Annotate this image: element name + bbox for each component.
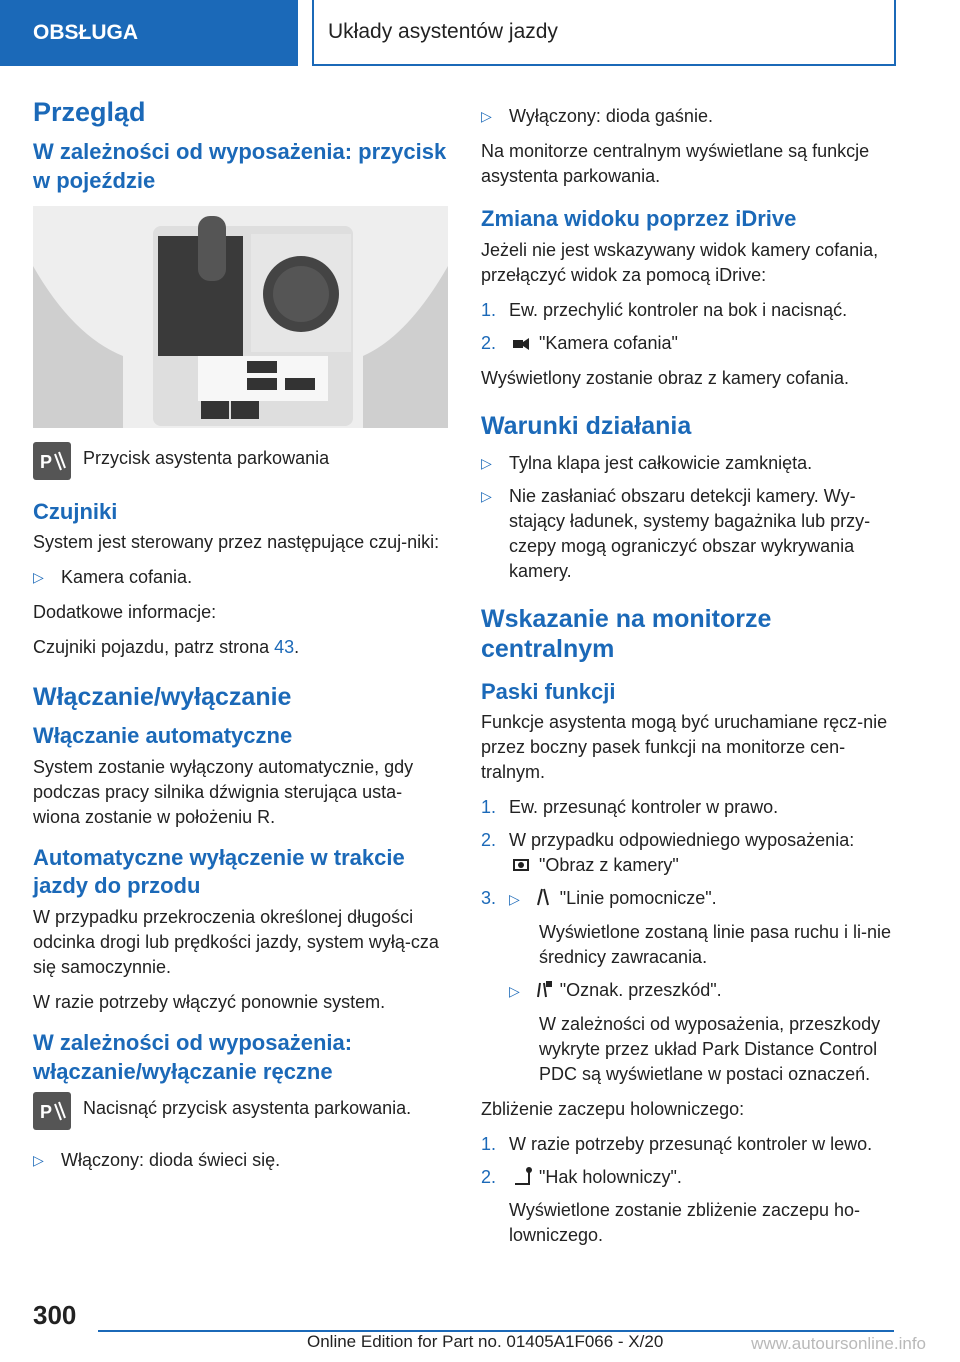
parking-assistant-icon (33, 1092, 71, 1130)
idrive-steps (481, 298, 901, 356)
overview-heading: Przegląd (33, 97, 146, 127)
list-item: ▷ Włączony: dioda świeci się. (33, 1148, 448, 1173)
list-item: 3. ▷ "Linie pomocnicze". Wyświetlone zostaną linie pasa ruchu i li-nie średnicy zawracania. ▷ "Oznak. przeszkód". W zależności od wyposażenia, przeszkody wykryte przez układ Park Distance Control PDC są wyświetlane w postaci oznaczeń. (481, 886, 901, 1087)
list-item: ▷ Kamera cofania. (33, 565, 448, 590)
parking-button-caption-row (33, 442, 448, 480)
list-item: ▷ Wyłączony: dioda gaśnie. (481, 104, 901, 129)
triangle-bullet-icon: ▷ (509, 891, 520, 908)
section-tab[interactable]: OBSŁUGA (0, 0, 298, 66)
monitor-text: Na monitorze centralnym wyświetlane są funkcje asystenta parkowania. (481, 141, 870, 186)
more-info-label: Dodatkowe informacje: (33, 602, 217, 623)
onoff-heading: Włączanie/wyłączanie (33, 683, 292, 712)
button-heading: W zależności od wyposażenia: przycisk w pojeździe (33, 139, 447, 193)
sensors-list (33, 565, 448, 590)
triangle-bullet-icon: ▷ (481, 454, 492, 471)
page-number: 300 (33, 1300, 77, 1330)
watermark-text: www.autoursonline.info (751, 1334, 926, 1353)
triangle-bullet-icon: ▷ (33, 569, 44, 586)
left-column (33, 96, 448, 1183)
display-heading: Wskazanie na monitorze centralnym (481, 604, 772, 663)
idrive-heading: Zmiana widoku poprzez iDrive (481, 206, 797, 231)
list-item: 1. W razie potrzeby przesunąć kontroler w lewo. (481, 1134, 873, 1155)
manual-list (33, 1148, 448, 1173)
tow-hitch-icon (511, 1166, 533, 1186)
page-link[interactable]: 43 (274, 637, 295, 658)
auto-on-text: System zostanie wyłączony automatycznie, gdy podczas pracy silnika dźwignia sterująca usta-wiona zostanie w położeniu R. (33, 756, 414, 827)
chapter-tab[interactable]: Układy asystentów jazdy (312, 0, 896, 66)
hitch-steps (481, 1132, 901, 1248)
parking-button-caption: Przycisk asystenta parkowania (83, 447, 330, 468)
console-illustration (33, 206, 448, 428)
list-item: ▷ Nie zasłaniać obszaru detekcji kamery. Wy-stający ładunek, systemy bagażnika lub przy-czepy mogą ograniczyć obszar wykrywania kamery. (481, 485, 871, 581)
page-header (0, 0, 960, 66)
triangle-bullet-icon: ▷ (481, 108, 492, 124)
auto-off-text: W przypadku przekroczenia określonej długości odcinka drogi lub prędkości jazdy, system wyłą-cza się samoczynnie. (33, 906, 439, 977)
manual-caption: Nacisnąć przycisk asystenta parkowania. (83, 1098, 412, 1119)
obstacle-row: ▷ "Oznak. przeszkód". (509, 980, 722, 1001)
bars-text: Funkcje asystenta mogą być uruchamiane ręcz-nie przez boczny pasek funkcji na monitorze cen-tralnym. (481, 712, 888, 783)
list-item: 1. Ew. przesunąć kontroler w prawo. (481, 797, 779, 818)
rear-camera-icon (511, 332, 533, 352)
edition-text: Online Edition for Part no. 01405A1F066 - X/20 (307, 1332, 664, 1351)
svg-text:P: P (40, 451, 53, 472)
sensors-text: System jest sterowany przez następujące czuj-niki: (33, 532, 440, 553)
camera-view-icon (511, 854, 533, 874)
conditions-heading: Warunki działania (481, 411, 692, 440)
gear-console-photo (33, 206, 448, 428)
manual-heading: W zależności od wyposażenia: włączanie/wyłączanie ręczne (33, 1029, 353, 1084)
sensors-reference: Czujniki pojazdu, patrz strona 43. (33, 637, 300, 658)
sensors-heading: Czujniki (33, 498, 118, 524)
triangle-bullet-icon: ▷ (509, 983, 520, 1000)
status-list (481, 104, 901, 129)
idrive-result: Wyświetlony zostanie obraz z kamery cofania. (481, 367, 849, 388)
list-item: 2. "Kamera cofania" (481, 332, 678, 353)
hitch-description: Wyświetlone zostanie zbliżenie zaczepu ho-lowniczego. (509, 1200, 861, 1246)
auto-off-text-2: W razie potrzeby włączyć ponownie system. (33, 991, 386, 1012)
obstacle-description: W zależności od wyposażenia, przeszkody wykryte przez układ Park Distance Control PDC są wyświetlane w postaci oznaczeń. (539, 1014, 881, 1085)
parking-assistant-icon (33, 442, 71, 480)
svg-text:P: P (40, 1102, 53, 1123)
list-item: 1. Ew. przechylić kontroler na bok i nacisnąć. (481, 299, 848, 320)
triangle-bullet-icon: ▷ (481, 487, 492, 504)
bars-heading: Paski funkcji (481, 678, 616, 704)
auto-on-heading: Włączanie automatyczne (33, 723, 293, 749)
list-item: 2. "Hak holowniczy". Wyświetlone zostanie zbliżenie zaczepu ho-lowniczego. (481, 1165, 901, 1248)
list-item: ▷ Tylna klapa jest całkowicie zamknięta. (481, 451, 901, 476)
hitch-text: Zbliżenie zaczepu holowniczego: (481, 1099, 745, 1120)
auto-off-heading: Automatyczne wyłączenie w trakcie jazdy do przodu (33, 844, 405, 899)
right-column (481, 104, 901, 1258)
triangle-bullet-icon: ▷ (33, 1152, 44, 1169)
manual-caption-row (33, 1092, 448, 1130)
obstacle-marking-icon (532, 979, 554, 999)
page-footer (0, 1290, 960, 1362)
list-item: 2. W przypadku odpowiedniego wyposażenia: "Obraz z kamery" (481, 830, 855, 876)
idrive-text: Jeżeli nie jest wskazywany widok kamery cofania, przełączyć widok za pomocą iDrive: (481, 239, 879, 285)
bars-steps (481, 795, 901, 1087)
guide-lines-description: Wyświetlone zostaną linie pasa ruchu i li-nie średnicy zawracania. (539, 922, 892, 968)
guide-lines-icon (532, 887, 554, 907)
conditions-list (481, 451, 901, 584)
